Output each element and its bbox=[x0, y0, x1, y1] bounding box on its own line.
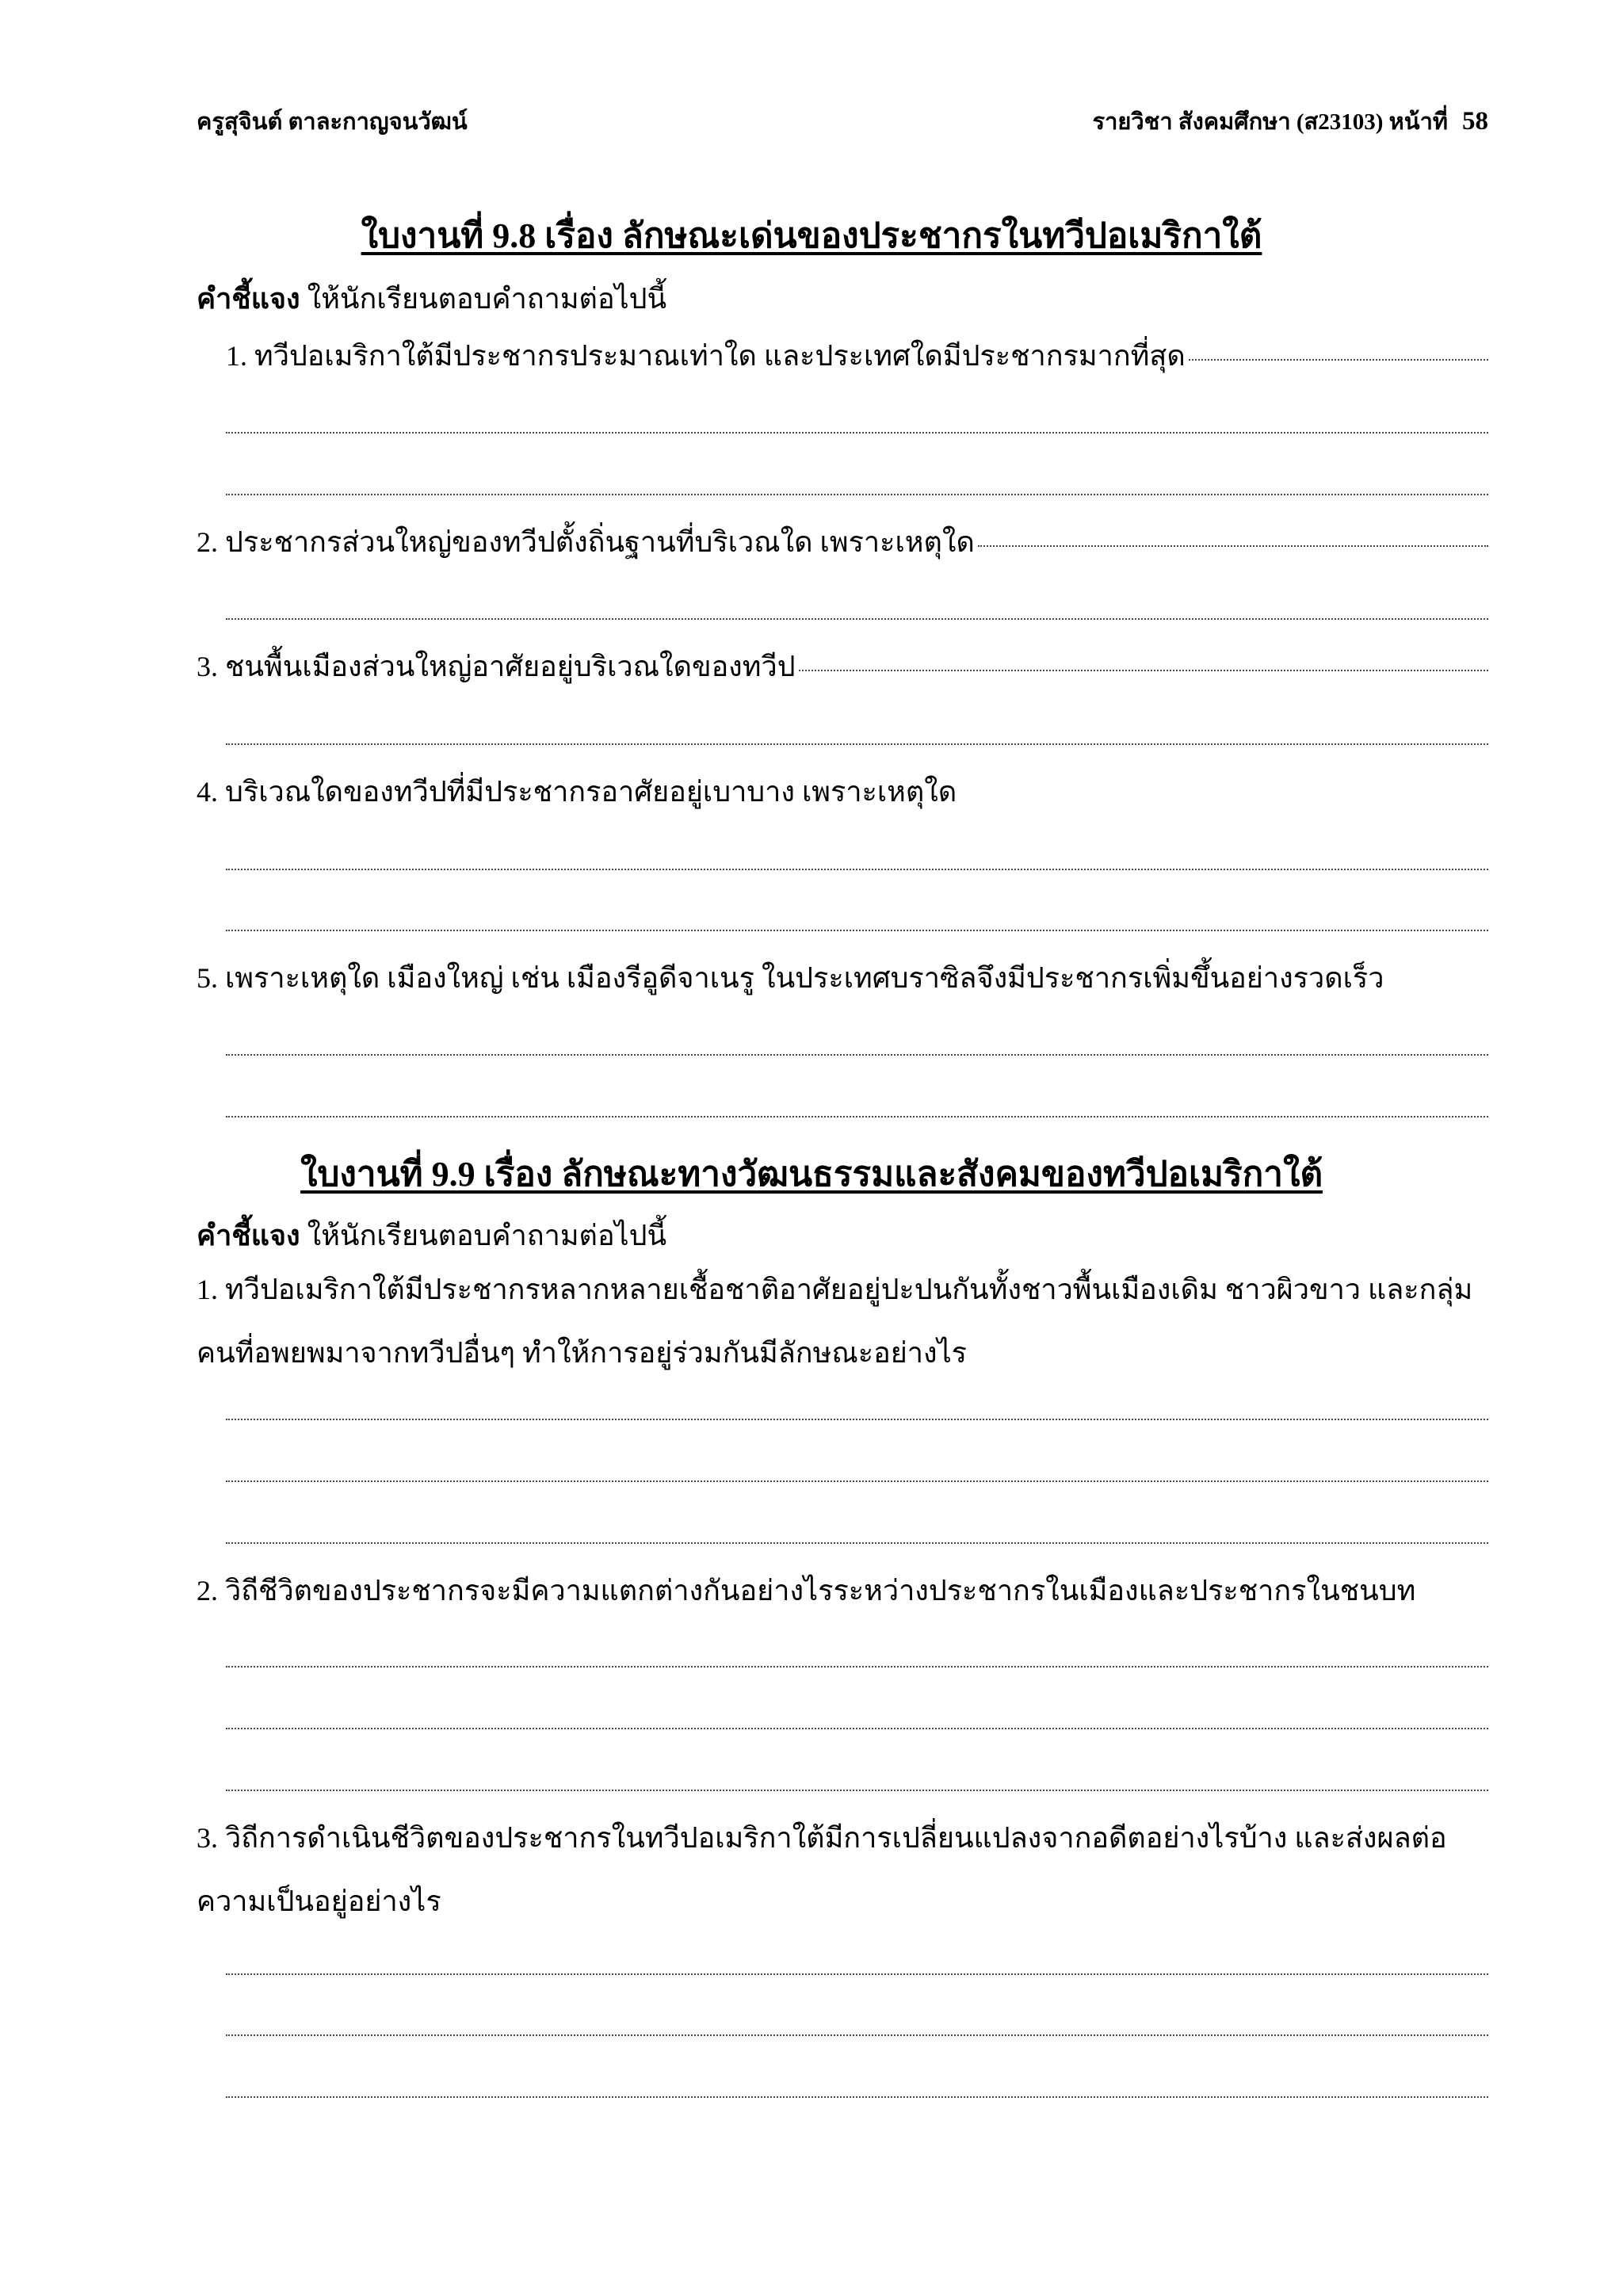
answer-line[interactable] bbox=[226, 1480, 1488, 1482]
answer-line[interactable] bbox=[226, 1666, 1488, 1668]
instruction-label: คำชี้แจง bbox=[197, 283, 300, 315]
answer-line[interactable] bbox=[1189, 359, 1488, 361]
header-course bbox=[1093, 103, 1488, 139]
answer-line[interactable] bbox=[226, 618, 1488, 620]
worksheet-9-8-title: ใบงานที่ 9.8 เรื่อง ลักษณะเด่นของประชากรในทวีปอเมริกาใต้ bbox=[361, 216, 1262, 255]
question-text: 3. ชนพื้นเมืองส่วนใหญ่อาศัยอยู่บริเวณใดของทวีป bbox=[197, 651, 796, 682]
worksheet-9-9-instruction bbox=[197, 1213, 666, 1258]
ws98-question-4: 4. บริเวณใดของทวีปที่มีประชากรอาศัยอยู่เบาบาง เพราะเหตุใด bbox=[197, 776, 957, 808]
ws99-question-3: 3. วิถีการดำเนินชีวิตของประชากรในทวีปอเมริกาใต้มีการเปลี่ยนแปลงจากอดีตอย่างไรบ้าง และส่งผลต่อความเป็นอยู่อย่างไร bbox=[197, 1822, 1447, 1917]
header-course-label: รายวิชา สังคมศึกษา (ส23103) หน้าที่ bbox=[1092, 109, 1448, 135]
answer-line[interactable] bbox=[226, 1973, 1488, 1975]
answer-line[interactable] bbox=[226, 1728, 1488, 1729]
ws99-question-2: 2. วิถีชีวิตของประชากรจะมีความแตกต่างกันอย่างไรระหว่างประชากรในเมืองและประชากรในชนบท bbox=[197, 1575, 1416, 1606]
question-text: 1. ทวีปอเมริกาใต้มีประชากรประมาณเท่าใด และประเทศใดมีประชากรมากที่สุด bbox=[226, 340, 1186, 372]
worksheet-9-8-instruction bbox=[197, 276, 666, 321]
answer-line[interactable] bbox=[226, 869, 1488, 870]
instruction-text: ให้นักเรียนตอบคำถามต่อไปนี้ bbox=[300, 283, 667, 315]
instruction-text: ให้นักเรียนตอบคำถามต่อไปนี้ bbox=[300, 1220, 667, 1251]
ws98-question-2 bbox=[197, 523, 1488, 561]
answer-line[interactable] bbox=[226, 432, 1488, 434]
answer-line[interactable] bbox=[799, 670, 1488, 671]
ws98-question-5: 5. เพราะเหตุใด เมืองใหญ่ เช่น เมืองรีอูดีจาเนรู ในประเทศบราซิลจึงมีประชากรเพิ่มขึ้นอย่างรวดเร็ว bbox=[197, 962, 1384, 994]
answer-line[interactable] bbox=[978, 545, 1488, 547]
answer-line[interactable] bbox=[226, 2034, 1488, 2036]
answer-line[interactable] bbox=[226, 494, 1488, 495]
worksheet-9-9-title: ใบงานที่ 9.9 เรื่อง ลักษณะทางวัฒนธรรมและสังคมของทวีปอเมริกาใต้ bbox=[300, 1155, 1323, 1194]
ws99-question-1: 1. ทวีปอเมริกาใต้มีประชากรหลากหลายเชื้อชาติอาศัยอยู่ปะปนกันทั้งชาวพื้นเมืองเดิม ชาวผิวขาว และกลุ่มคนที่อพยพมาจากทวีปอื่นๆ ทำให้การอยู่ร่วมกันมีลักษณะอย่างไร bbox=[197, 1274, 1473, 1369]
answer-line[interactable] bbox=[226, 1542, 1488, 1544]
answer-line[interactable] bbox=[226, 1116, 1488, 1117]
instruction-label: คำชี้แจง bbox=[197, 1220, 300, 1251]
answer-line[interactable] bbox=[226, 743, 1488, 745]
question-text: 2. ประชากรส่วนใหญ่ของทวีปตั้งถิ่นฐานที่บริเวณใด เพราะเหตุใด bbox=[197, 526, 975, 558]
answer-line[interactable] bbox=[226, 1419, 1488, 1420]
ws98-question-3 bbox=[197, 648, 1488, 686]
page-number: 58 bbox=[1462, 107, 1488, 136]
answer-line[interactable] bbox=[226, 2096, 1488, 2098]
answer-line[interactable] bbox=[226, 1054, 1488, 1056]
answer-line[interactable] bbox=[226, 930, 1488, 931]
header-author: ครูสุจินต์ ตาละกาญจนวัฒน์ bbox=[197, 109, 468, 135]
answer-line[interactable] bbox=[226, 1790, 1488, 1791]
ws98-question-1 bbox=[226, 337, 1488, 375]
